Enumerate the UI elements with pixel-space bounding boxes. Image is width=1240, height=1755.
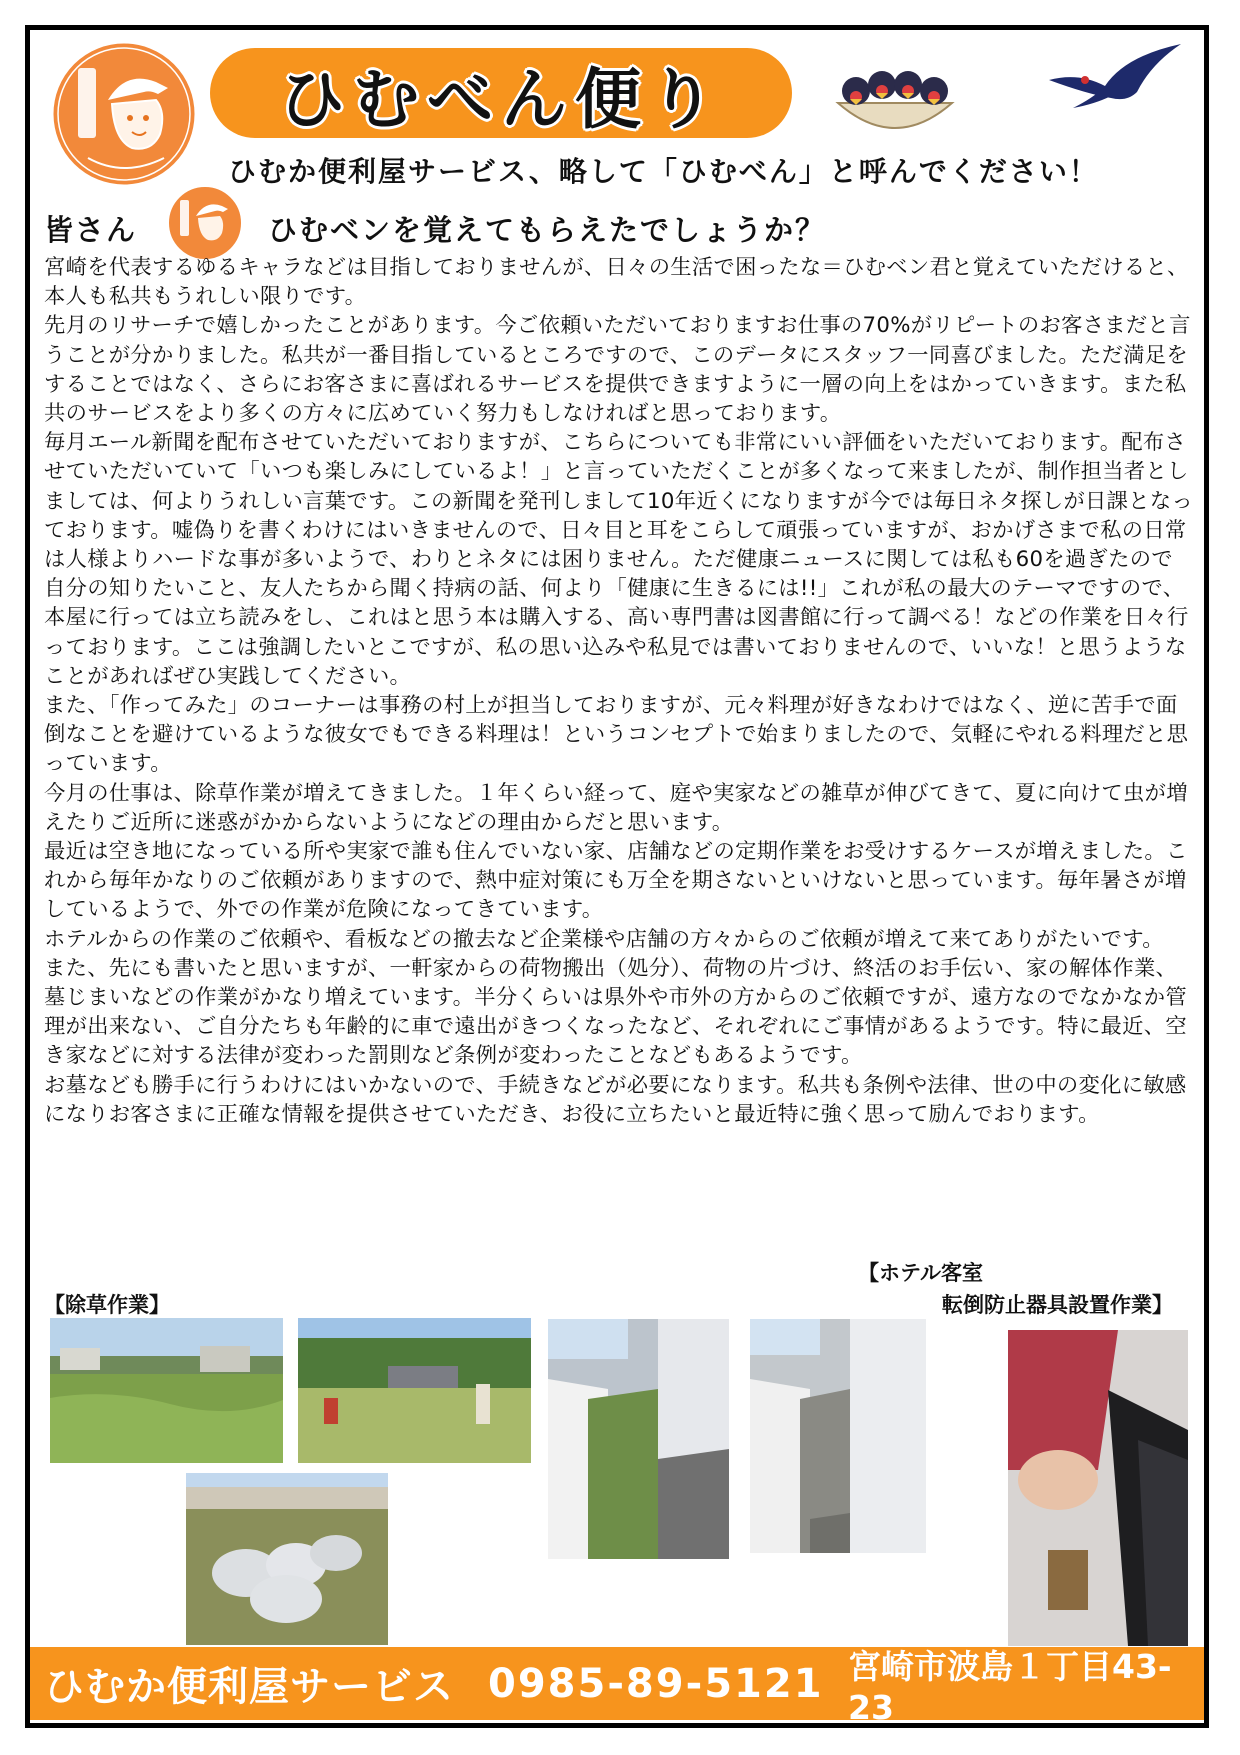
article-body <box>44 253 1194 1129</box>
photo-alley-before <box>548 1319 729 1559</box>
photo-weed-bags <box>186 1473 388 1645</box>
newsletter-subtitle: ひむか便利屋サービス、略して「ひむべん」と呼んでください！ <box>228 155 1099 188</box>
paragraph: ホテルからの作業のご依頼や、看板などの撤去など企業様や店舗の方々からのご依頼が増えて来てありがたいです。 <box>44 926 1164 952</box>
paragraph: また、先にも書いたと思いますが、一軒家からの荷物搬出（処分）、荷物の片づけ、終活のお手伝い、家の解体作業、墓じまいなどの作業がかなり増えています。半分くらいは県外や市外の方からのご依頼ですが、遠方なのでなかなか管理が出来ない、ご自分たちも年齢的に車で遠出がきつくなったなど、それぞれにご事情があるようです。特に最近、空き家などに対する法律が変わった罰則など条例が変わったことなどもあるようです。 <box>44 955 1187 1069</box>
footer-phone[interactable]: 0985-89-5121 <box>488 1660 824 1707</box>
swallow-nest-icon <box>830 55 960 140</box>
newsletter-title: ひむべん便り <box>279 60 723 138</box>
photo-alley-after <box>750 1319 926 1553</box>
company-logo <box>48 38 200 190</box>
photo-weeding-workers <box>298 1318 531 1463</box>
flying-swallow-icon <box>1045 40 1185 110</box>
photo-weeding-field <box>50 1318 283 1463</box>
caption-hotel-line1: 【ホテル客室 <box>858 1261 983 1285</box>
caption-weeding: 【除草作業】 <box>44 1293 170 1317</box>
paragraph: 今月の仕事は、除草作業が増えてきました。１年くらい経って、庭や実家などの雑草が伸びてきて、夏に向けて虫が増えたりご近所に迷惑がかからないようになどの理由からだと思います。 <box>44 780 1188 835</box>
paragraph: 先月のリサーチで嬉しかったことがあります。今ご依頼いただいておりますお仕事の70%がリピートのお客さまだと言うことが分かりました。私共が一番目指しているところですので、このデータにスタッフ一同喜びました。ただ満足をすることではなく、さらにお客さまに喜ばれるサービスを提供できますように一層の向上をはかっていきます。また私共のサービスをより多くの方々に広めていく努力もしなければと思っております。 <box>44 313 1191 427</box>
footer-bar <box>30 1646 1204 1727</box>
newsletter-title-banner <box>210 48 792 138</box>
paragraph: 宮崎を代表するゆるキャラなどは目指しておりませんが、日々の生活で困ったな＝ひむベン君と覚えていただけると、本人も私共もうれしい限りです。 <box>44 255 1189 310</box>
paragraph: また、「作ってみた」のコーナーは事務の村上が担当しておりますが、元々料理が好きなわけではなく、逆に苦手で面倒なことを避けているような彼女でもできる料理は！というコンセプトで始まりましたので、気軽にやれる料理だと思っています。 <box>44 693 1189 777</box>
caption-hotel-line2: 転倒防止器具設置作業】 <box>942 1293 1173 1317</box>
paragraph: 最近は空き地になっている所や実家で誰も住んでいない家、店舗などの定期作業をお受けするケースが増えました。これから毎年かなりのご依頼がありますので、熱中症対策にも万全を期さないといけないと思っています。毎年暑さが増しているようで、外での作業が危険になってきています。 <box>44 839 1188 923</box>
greeting-right: ひむベンを覚えてもらえたでしょうか？ <box>268 213 827 247</box>
mascot-mini-logo <box>166 184 244 262</box>
footer-company-name: ひむか便利屋サービス <box>44 1664 454 1710</box>
paragraph: 毎月エール新聞を配布させていただいておりますが、こちらについても非常にいい評価をいただいております。配布させていただいていて「いつも楽しみにしているよ！」と言っていただくことが多くなって来ましたが、制作担当者としましては、何よりうれしい言葉です。この新聞を発刊しまして10年近くになりますが今では毎日ネタ探しが日課となっております。嘘偽りを書くわけにはいきませんので、日々目と耳をこらして頑張っていますが、おかげさまで私の日常は人様よりハードな事が多いようで、わりとネタには困りません。ただ健康ニュースに関しては私も60を過ぎたので自分の知りたいこと、友人たちから聞く持病の話、何より「健康に生きるには!!」これが私の最大のテーマですので、本屋に行っては立ち読みをし、これはと思う本は購入する、高い専門書は図書館に行って調べる！などの作業を日々行っております。ここは強調したいとこですが、私の思い込みや私見では書いておりませんので、いいな！と思うようなことがあればぜひ実践してください。 <box>44 430 1194 689</box>
greeting-left: 皆さん <box>44 213 138 247</box>
paragraph: お墓なども勝手に行うわけにはいかないので、手続きなどが必要になります。私共も条例や法律、世の中の変化に敏感になりお客さまに正確な情報を提供させていただき、お役に立ちたいと最近特に強く思って励んでおります。 <box>44 1072 1187 1127</box>
footer-address: 宮崎市波島１丁目43-23 <box>848 1646 1172 1727</box>
photo-hotel-room-work <box>1008 1330 1188 1646</box>
